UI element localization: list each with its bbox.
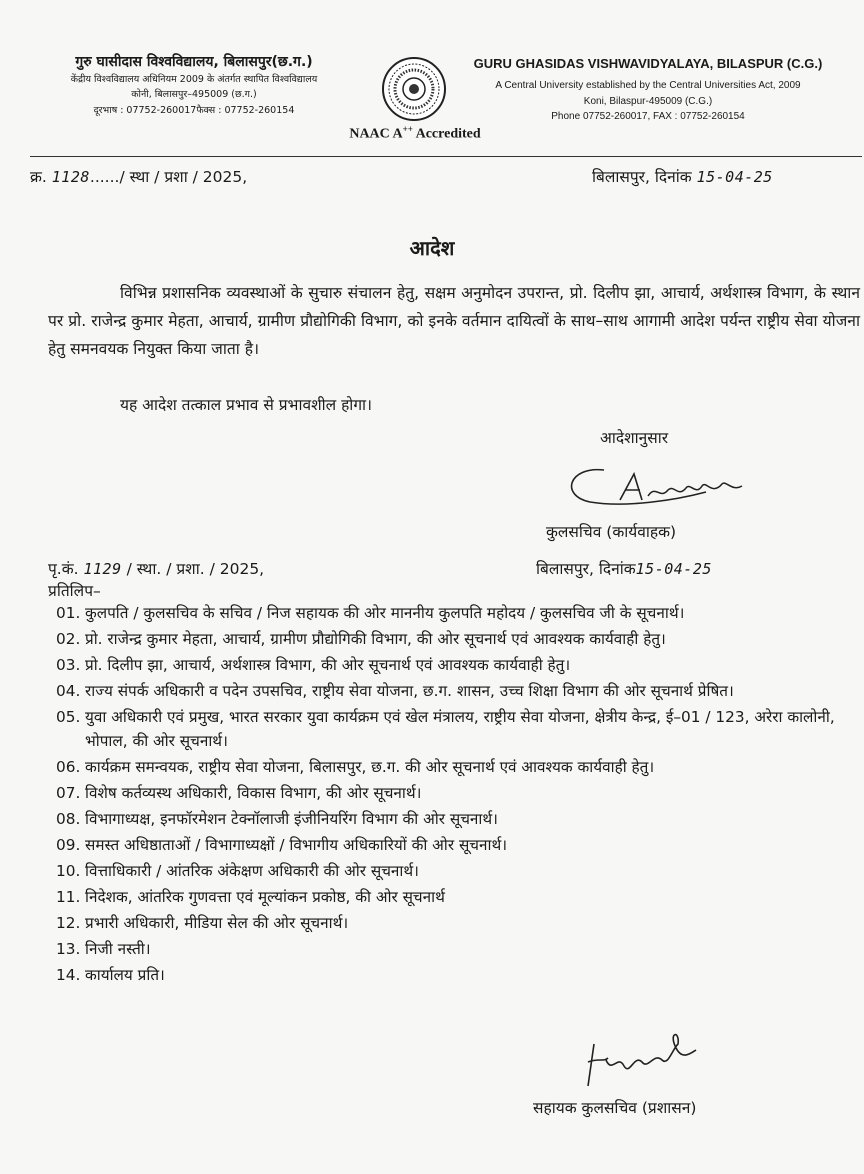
handwritten-copy-date: 15-04-25 xyxy=(635,560,712,578)
list-item: 05. युवा अधिकारी एवं प्रमुख, भारत सरकार युवा कार्यक्रम एवं खेल मंत्रालय, राष्ट्रीय सेवा योजना, क्षेत्रीय केन्द्र, ई–01 / 123, अरेरा कालोनी, भोपाल, की ओर सूचनार्थ। xyxy=(56,708,835,750)
copy-list xyxy=(56,601,846,989)
university-name-hindi: गुरु घासीदास विश्वविद्यालय, बिलासपुर(छ.ग.) xyxy=(75,54,313,70)
list-item: 10. वित्ताधिकारी / आंतरिक अंकेक्षण अधिकारी की ओर सूचनार्थ। xyxy=(56,862,419,880)
list-item: 02. प्रो. राजेन्द्र कुमार मेहता, आचार्य, ग्रामीण प्रौद्योगिकी विभाग, की ओर सूचनार्थ एवं आवश्यक कार्यवाही हेतु। xyxy=(56,630,666,648)
list-item: 06. कार्यक्रम समन्वयक, राष्ट्रीय सेवा योजना, बिलासपुर, छ.ग. की ओर सूचनार्थ एवं आवश्यक कार्यवाही हेतु। xyxy=(56,758,655,776)
handwritten-order-number: 1128 xyxy=(51,168,90,186)
copy-reference: पृ.कं. 1129 / स्था. / प्रशा. / 2025, xyxy=(48,560,265,578)
list-item: 12. प्रभारी अधिकारी, मीडिया सेल की ओर सूचनार्थ। xyxy=(56,914,349,932)
assistant-registrar-signature xyxy=(572,1010,722,1094)
address-hindi: कोनी, बिलासपुर–495009 (छ.ग.) xyxy=(131,89,257,100)
list-item: 09. समस्त अधिष्ठाताओं / विभागाध्यक्षों / विभागीय अधिकारियों की ओर सूचनार्थ। xyxy=(56,836,508,854)
list-item: 11. निदेशक, आंतरिक गुणवत्ता एवं मूल्यांकन प्रकोष्ठ, की ओर सूचनार्थ xyxy=(56,888,445,906)
handwritten-order-date: 15-04-25 xyxy=(696,168,773,186)
by-order-label: आदेशानुसार xyxy=(600,429,669,447)
order-body: विभिन्न प्रशासनिक व्यवस्थाओं के सुचारु संचालन हेतु, सक्षम अनुमोदन उपरान्त, प्रो. दिलीप झा, आचार्य, अर्थशास्त्र विभाग, के स्थान पर प्रो. राजेन्द्र कुमार मेहता, आचार्य, ग्रामीण प्रौद्योगिकी विभाग, को इनके वर्तमान दायित्वों के साथ–साथ आगामी आदेश पर्यन्त राष्ट्रीय सेवा योजना हेतु समनवयक नियुक्त किया जाता है। xyxy=(48,284,860,358)
address-english: Koni, Bilaspur-495009 (C.G.) xyxy=(583,96,713,107)
list-item: 03. प्रो. दिलीप झा, आचार्य, अर्थशास्त्र विभाग, की ओर सूचनार्थ एवं आवश्यक कार्यवाही हेतु। xyxy=(56,656,571,674)
university-logo xyxy=(381,56,447,122)
list-item: 04. राज्य संपर्क अधिकारी व पदेन उपसचिव, राष्ट्रीय सेवा योजना, छ.ग. शासन, उच्च शिक्षा विभाग की ओर सूचनार्थ प्रेषित। xyxy=(56,682,734,700)
order-place-date: बिलासपुर, दिनांक 15-04-25 xyxy=(592,168,773,186)
list-item: 13. निजी नस्ती। xyxy=(56,940,151,958)
naac-accreditation: NAAC A++ Accredited xyxy=(349,124,481,142)
contact-english: Phone 07752-260017, FAX : 07752-260154 xyxy=(551,111,745,122)
registrar-designation: कुलसचिव (कार्यवाहक) xyxy=(546,523,677,541)
order-reference: क्र. 1128....../ स्था / प्रशा / 2025, xyxy=(30,168,248,186)
copy-place-date: बिलासपुर, दिनांक15-04-25 xyxy=(536,560,712,578)
list-item: 07. विशेष कर्तव्यस्थ अधिकारी, विकास विभाग, की ओर सूचनार्थ। xyxy=(56,784,422,802)
list-item: 01. कुलपति / कुलसचिव के सचिव / निज सहायक की ओर माननीय कुलपति महोदय / कुलसचिव जी के सूचनार्थ। xyxy=(56,604,685,622)
order-effect-line: यह आदेश तत्काल प्रभाव से प्रभावशील होगा। xyxy=(120,396,372,414)
list-item: 14. कार्यालय प्रति। xyxy=(56,966,165,984)
copy-heading: प्रतिलिप– xyxy=(48,582,101,600)
handwritten-copy-number: 1129 xyxy=(83,560,122,578)
list-item: 08. विभागाध्यक्ष, इनफॉरमेशन टेक्नॉलाजी इंजीनियरिंग विभाग की ओर सूचनार्थ। xyxy=(56,810,498,828)
order-title: आदेश xyxy=(409,236,455,260)
establishment-line-english: A Central University established by the Central Universities Act, 2009 xyxy=(495,80,801,91)
university-name-english: GURU GHASIDAS VISHWAVIDYALAYA, BILASPUR (C.G.) xyxy=(473,56,823,71)
contact-hindi: दूरभाष : 07752-260017फैक्स : 07752-260154 xyxy=(93,105,295,116)
establishment-line-hindi: केंद्रीय विश्वविद्यालय अधिनियम 2009 के अंतर्गत स्थापित विश्वविद्यालय xyxy=(70,74,318,85)
header-divider xyxy=(30,156,862,157)
registrar-signature xyxy=(556,456,766,516)
assistant-registrar-designation: सहायक कुलसचिव (प्रशासन) xyxy=(533,1099,697,1117)
